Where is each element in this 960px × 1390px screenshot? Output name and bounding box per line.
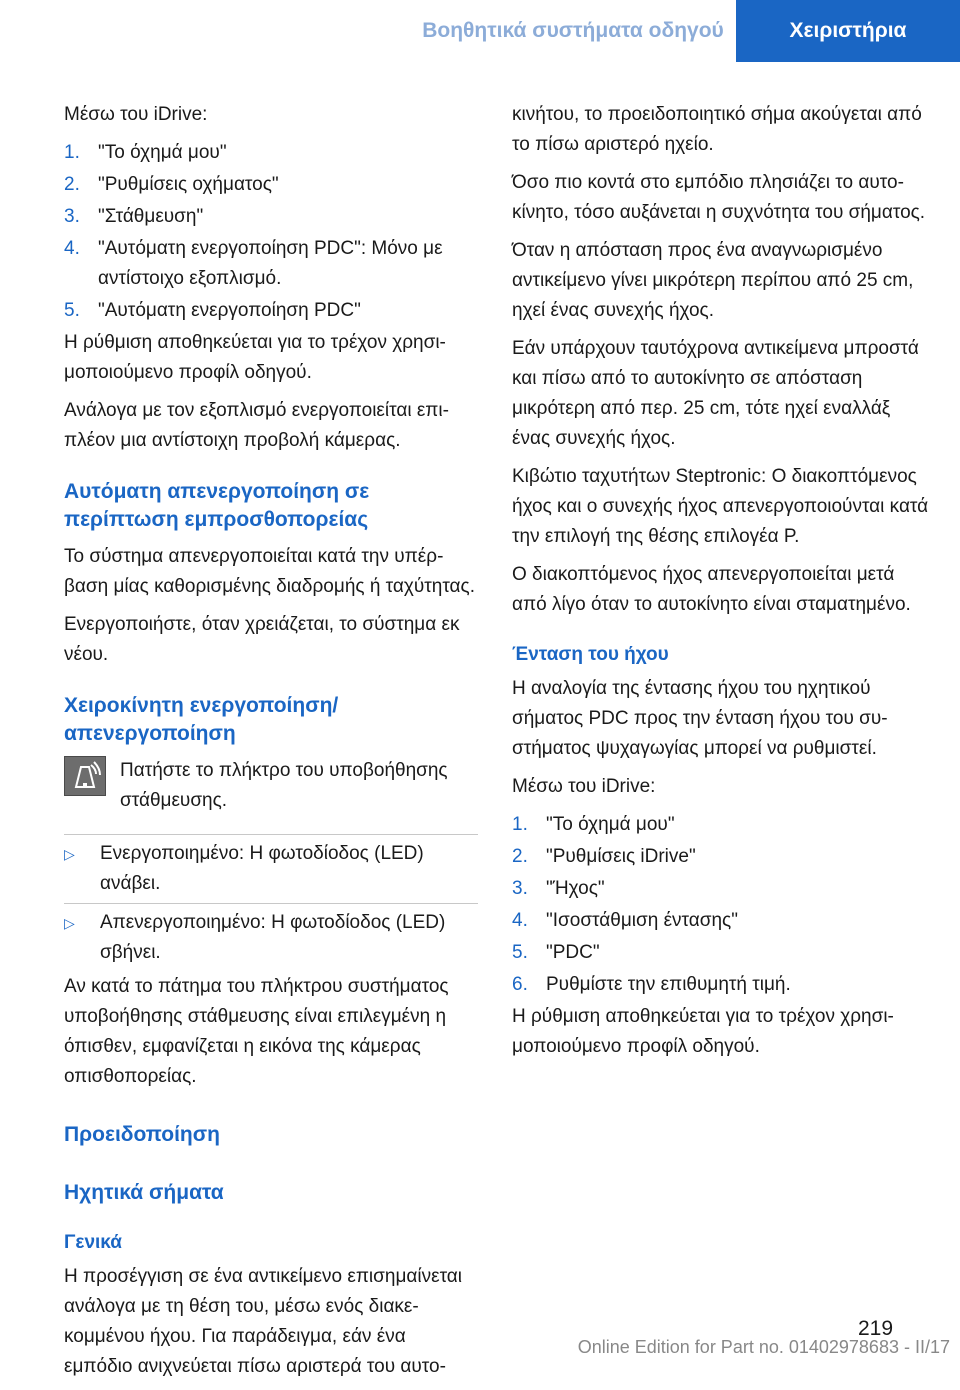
volume-text: Η αναλογία της έντασης ήχου του ηχητικού σήματος PDC προς την ένταση ήχου του συστήματος ψυχαγωγίας μπορεί να ρυθμιστεί. [512, 678, 888, 759]
setting-stored-note: Η ρύθμιση αποθηκεύεται για το τρέχον χρησιμοποιούμενο προφίλ οδηγού. [512, 1006, 894, 1057]
list-item [512, 938, 930, 968]
general-text: Η προσέγγιση σε ένα αντικείμενο επισημαίνεται ανάλογα με τη θέση του, μέσω ενός διακεκομμένου ήχου. Για παράδειγμα, εάν ένα εμπόδιο ανιχνεύεται πίσω αριστερά του αυτο- [64, 1266, 463, 1377]
list-item [512, 970, 930, 1000]
left-column [64, 100, 478, 1390]
continuous-tone-text: Όταν η απόσταση προς ένα αναγνωρισμένο αντικείμενο γίνει μικρότερη περίπου από 25 cm, ηχεί ένας συνεχής ήχος. [512, 240, 914, 321]
step-text: "Στάθμευση" [98, 206, 204, 227]
stationary-text: Ο διακοπτόμενος ήχος απενεργοποιείται μετά από λίγο όταν το αυτοκίνητο είναι σταματημένο. [512, 564, 911, 615]
list-item [64, 234, 478, 294]
step-text: Ρυθμίστε την επιθυμητή τιμή. [546, 974, 791, 995]
steps-list-1 [64, 138, 478, 326]
step-number: 4. [64, 238, 80, 259]
list-item [64, 138, 478, 168]
bullet-text: Ενεργοποιημένο: Η φωτοδίοδος (LED) ανάβει. [100, 843, 424, 894]
step-text: "Αυτόματη ενεργοποίηση PDC": Μόνο με αντίστοιχο εξοπλισμό. [98, 238, 443, 289]
press-button-text: Πατήστε το πλήκτρο του υποβοήθησης στάθμευσης. [120, 760, 448, 811]
step-number: 4. [512, 910, 528, 931]
step-number: 1. [512, 814, 528, 835]
list-item [512, 810, 930, 840]
step-number: 2. [512, 846, 528, 867]
step-number: 2. [64, 174, 80, 195]
rear-camera-note: Αν κατά το πάτημα του πλήκτρου συστήματος υποβοήθησης στάθμευσης είναι επιλεγμένη η όπισθεν, εμφανίζεται η εικόνα της κάμερας οπισθοπορείας. [64, 976, 449, 1087]
bullet-item [64, 904, 478, 972]
steps-list-2 [512, 810, 930, 1000]
rear-speaker-text: κινήτου, το προειδοποιητικό σήμα ακούγεται από το πίσω αριστερό ηχείο. [512, 104, 922, 155]
park-assist-instruction [64, 756, 478, 816]
heading-general: Γενικά [64, 1232, 122, 1253]
step-number: 5. [512, 942, 528, 963]
idrive-intro: Μέσω του iDrive: [512, 776, 656, 797]
list-item [512, 874, 930, 904]
heading-volume: Ένταση του ήχου [512, 644, 669, 665]
heading-manual-activation: Χειροκίνητη ενεργοποίηση/ απενεργοποίηση [64, 694, 339, 745]
list-item [64, 296, 478, 326]
list-item [64, 202, 478, 232]
chapter-tab[interactable]: Χειριστήρια [736, 0, 960, 62]
frequency-text: Όσο πιο κοντά στο εμπόδιο πλησιάζει το αυτοκίνητο, τόσο αυξάνεται η συχνότητα του σήματος. [512, 172, 926, 223]
park-assist-button-icon [64, 756, 106, 796]
step-text: "Ρυθμίσεις οχήματος" [98, 174, 279, 195]
section-title[interactable]: Βοηθητικά συστήματα οδηγού [422, 19, 724, 42]
setting-stored-note: Η ρύθμιση αποθηκεύεται για το τρέχον χρησιμοποιούμενο προφίλ οδηγού. [64, 332, 446, 383]
list-item [64, 170, 478, 200]
step-text: "Ισοστάθμιση έντασης" [546, 910, 738, 931]
camera-view-note: Ανάλογα με τον εξοπλισμό ενεργοποιείται επιπλέον μια αντίστοιχη προβολή κάμερας. [64, 400, 449, 451]
step-text: "PDC" [546, 942, 600, 963]
triangle-bullet-icon: ▷ [64, 846, 75, 862]
front-rear-text: Εάν υπάρχουν ταυτόχρονα αντικείμενα μπροστά και πίσω από το αυτοκίνητο σε απόσταση μικρότερη από περ. 25 cm, τότε ηχεί εναλλάξ ένας συνεχής ήχος. [512, 338, 919, 449]
steptronic-text: Κιβώτιο ταχυτήτων Steptronic: Ο διακοπτόμενος ήχος και ο συνεχής ήχος απενεργοποιούνται κατά την επιλογή της θέσης επιλογέα P. [512, 466, 929, 547]
page-number: 219 [858, 1317, 894, 1340]
step-text: "Ρυθμίσεις iDrive" [546, 846, 696, 867]
heading-acoustic-signals: Ηχητικά σήματα [64, 1181, 224, 1204]
step-text: "Αυτόματη ενεργοποίηση PDC" [98, 300, 361, 321]
step-number: 5. [64, 300, 80, 321]
bullet-text: Απενεργοποιημένο: Η φωτοδίοδος (LED) σβήνει. [100, 912, 446, 963]
triangle-bullet-icon: ▷ [64, 915, 75, 931]
heading-auto-deactivation: Αυτόματη απενεργοποίηση σε περίπτωση εμπροσθοπορείας [64, 480, 370, 531]
auto-deactivation-text: Το σύστημα απενεργοποιείται κατά την υπέρβαση μίας καθορισμένης διαδρομής ή ταχύτητας. [64, 546, 475, 597]
step-text: "Ήχος" [546, 878, 605, 899]
list-item [512, 906, 930, 936]
bullet-item [64, 835, 478, 903]
heading-warning: Προειδοποίηση [64, 1123, 220, 1146]
reactivate-text: Ενεργοποιήστε, όταν χρειάζεται, το σύστημα εκ νέου. [64, 614, 460, 665]
step-number: 6. [512, 974, 528, 995]
right-column [512, 100, 930, 1070]
step-text: "Το όχημά μου" [546, 814, 675, 835]
page-header [0, 0, 960, 62]
step-text: "Το όχημά μου" [98, 142, 227, 163]
idrive-intro: Μέσω του iDrive: [64, 104, 208, 125]
edition-footer: Online Edition for Part no. 01402978683 - II/17 [577, 1337, 950, 1357]
step-number: 3. [512, 878, 528, 899]
step-number: 1. [64, 142, 80, 163]
list-item [512, 842, 930, 872]
step-number: 3. [64, 206, 80, 227]
